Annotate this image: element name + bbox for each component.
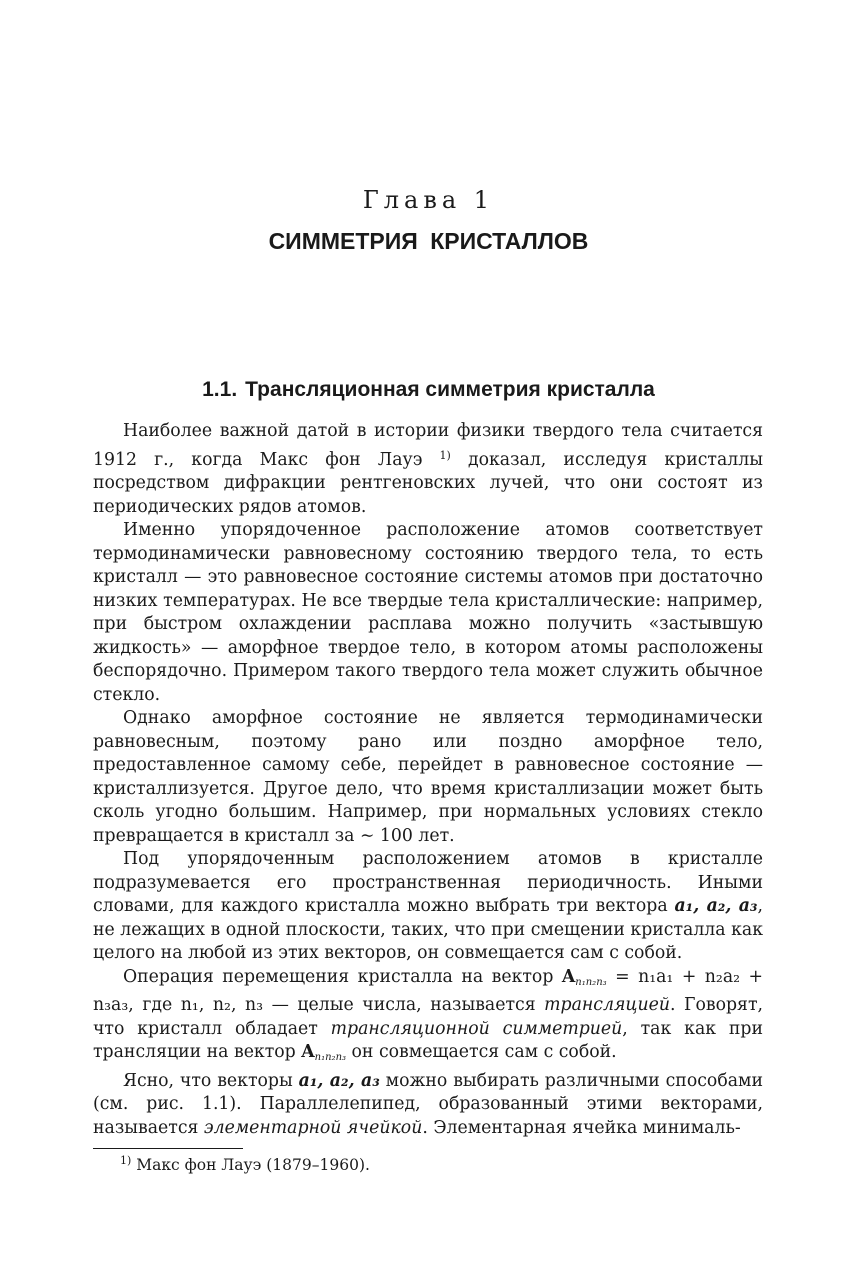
paragraph-text: , где n₁, n₂, n₃ — целые числа, называется <box>128 995 545 1015</box>
paragraph-text: , не лежащих в одной плоскости, таких, что при смещении кристалла как целого на любой из этих векторов, он совмещается сам с собой. <box>93 896 763 963</box>
translation-vector-subscript: n₁n₂n₃ <box>575 976 607 988</box>
paragraph-text: доказал, исследуя кристаллы посредством дифракции рентгеновских лучей, что они состоят из периодических рядов атомов. <box>93 449 763 517</box>
paragraph-6 <box>93 1070 763 1141</box>
paragraph-text: Операция перемещения кристалла на вектор <box>123 966 562 987</box>
section-title: Трансляционная симметрия кристалла <box>245 378 655 401</box>
chapter-label: Глава 1 <box>362 186 495 214</box>
footnote-divider <box>93 1148 243 1149</box>
basis-vectors: a₁, a₂, a₃ <box>298 1070 380 1091</box>
paragraph-text: . Элементарная ячейка минималь- <box>422 1117 741 1138</box>
paragraph-4 <box>93 848 763 966</box>
term-unit-cell: элементарной ячейкой <box>203 1117 423 1138</box>
footnote-reference[interactable]: 1) <box>439 448 451 462</box>
section-heading <box>0 378 857 402</box>
paragraph-text: Под упорядоченным расположением атомов в кристалле подразумевается его пространственная периодичность. Иными словами, для каждого кристалла можно выбрать три вектора <box>93 849 763 916</box>
translation-vector: A <box>301 1042 315 1062</box>
body-text <box>93 420 763 1140</box>
paragraph-2: Именно упорядоченное расположение атомов соответствует термодинамически равновесному состоянию твердого тела, то есть кристалл — это равновесное состояние системы атомов при достаточно низких температурах. Не все твердые тела кристаллические: например, при быстром охлаждении расплава можно получить «застывшую жидкость» — аморфное твердое тело, в котором атомы расположены беспорядочно. Примером такого твердого тела может служить обычное стекло. <box>93 520 763 705</box>
footnote-mark: 1) <box>120 1154 132 1167</box>
term-translation: трансляцией <box>544 995 670 1015</box>
paragraph-text: Ясно, что векторы <box>123 1070 299 1091</box>
paragraph-3: Однако аморфное состояние не является термодинамически равновесным, поэтому рано или поздно аморфное тело, предоставленное самому себе, перейдет в равновесное состояние — кристаллизуется. Другое дело, что время кристаллизации может быть сколь угодно большим. Например, при нормальных условиях стекло превращается в кристалл за ∼ 100 лет. <box>93 708 763 846</box>
footnote <box>120 1154 370 1174</box>
term-translational-symmetry: трансляционной симметрией <box>330 1018 623 1039</box>
paragraph-1 <box>93 420 763 519</box>
translation-vector: A <box>561 966 576 987</box>
translation-vector-subscript: n₁n₂n₃ <box>314 1052 347 1063</box>
chapter-title: СИММЕТРИЯ КРИСТАЛЛОВ <box>268 228 589 254</box>
paragraph-text: можно выбирать различными способами (см. рис. 1.1). Параллелепипед, образованный этими векторами, называется <box>93 1070 763 1138</box>
paragraph-5 <box>93 966 763 1070</box>
basis-vectors: a₁, a₂, a₃ <box>674 896 758 916</box>
paragraph-text: , так как при трансляции на вектор <box>93 1018 763 1062</box>
paragraph-text: . Говорят, что кристалл обладает <box>93 995 764 1039</box>
section-number: 1.1. <box>202 378 238 401</box>
paragraph-text: Наиболее важной датой в истории физики твердого тела считается 1912 г., когда Макс фон Лауэ <box>93 421 763 470</box>
footnote-text: Макс фон Лауэ (1879–1960). <box>131 1156 370 1174</box>
paragraph-text: он совмещается сам с собой. <box>346 1042 617 1062</box>
translation-equation: = n₁a₁ + n₂a₂ + n₃a₃ <box>93 966 764 1015</box>
